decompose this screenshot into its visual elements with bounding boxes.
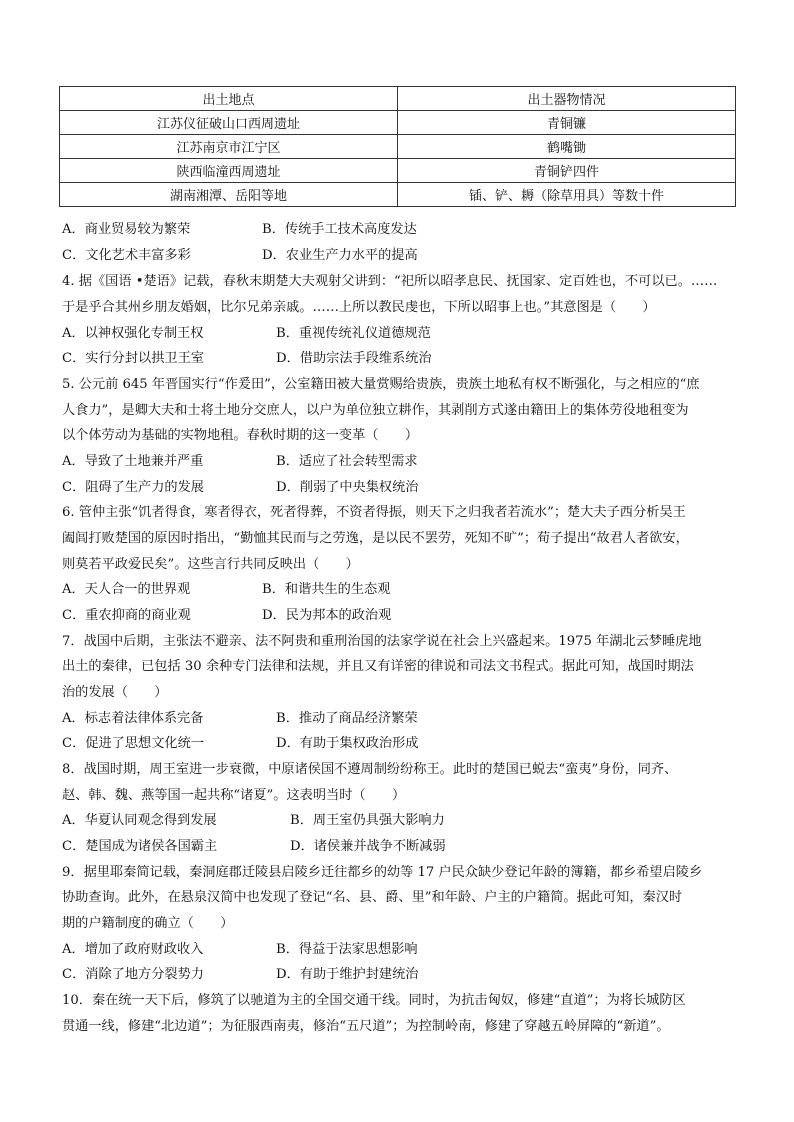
q7-option-a: A．标志着法律体系完备: [62, 711, 204, 726]
q4-option-a: A．以神权强化专制王权: [62, 326, 204, 341]
table-cell: 青铜镰: [398, 111, 736, 135]
excavation-table: [59, 86, 736, 207]
table-header-cell: 出土地点: [60, 87, 398, 111]
q6-option-d: D．民为邦本的政治观: [262, 608, 392, 623]
q3-option-a: A．商业贸易较为繁荣: [62, 222, 191, 237]
q4-option-d: D．借助宗法手段维系统治: [276, 351, 432, 366]
q10-stem-line: 10．秦在统一天下后，修筑了以驰道为主的全国交通干线。同时，为抗击匈奴，修建“直道”；为将长城防区: [62, 993, 686, 1008]
q8-option-a: A．华夏认同观念得到发展: [62, 813, 217, 828]
table-header-cell: 出土器物情况: [398, 87, 736, 111]
q6-stem-line: 则莫若平政爱民矣”。这些言行共同反映出（ ）: [62, 557, 359, 572]
q4-stem-line: 于是乎合其州乡朋友婚姻，比尔兄弟亲戚。……上所以教民虔也，下所以昭事上也。”其意图是（ ）: [62, 300, 656, 315]
q8-stem-line: 赵、韩、魏、燕等国一起共称“诸夏”。这表明当时（ ）: [62, 788, 406, 803]
q4-option-c: C．实行分封以拱卫王室: [62, 351, 204, 366]
q7-option-d: D．有助于集权政治形成: [276, 736, 419, 751]
q9-stem-line: 协助查询。此外，在悬泉汉简中也发现了登记“名、县、爵、里”和年龄、户主的户籍简。据此可知，秦汉时: [62, 890, 683, 905]
q7-stem-line: 出土的秦律，已包括 30 余种专门法律和法规，并且又有详密的律说和司法文书程式。据此可知，战国时期法: [62, 659, 694, 674]
q9-option-b: B．得益于法家思想影响: [276, 942, 418, 957]
table-cell: 陕西临潼西周遗址: [60, 159, 398, 183]
table-cell: 鹤嘴锄: [398, 135, 736, 159]
q3-option-d: D．农业生产力水平的提高: [262, 248, 418, 263]
q8-stem-line: 8．战国时期，周王室进一步衰微，中原诸侯国不遵周制纷纷称王。此时的楚国已蜕去“蛮夷”身份，同齐、: [62, 762, 678, 777]
q4-option-b: B．重视传统礼仪道德规范: [276, 326, 431, 341]
q5-option-a: A．导致了土地兼并严重: [62, 454, 204, 469]
q8-option-c: C．楚国成为诸侯各国霸主: [62, 839, 218, 854]
q7-stem-line: 7．战国中后期，主张法不避亲、法不阿贵和重刑治国的法家学说在社会上兴盛起来。1975 年湖北云梦睡虎地: [62, 634, 702, 649]
table-cell: 湖南湘潭、岳阳等地: [60, 183, 398, 207]
table-cell: 锸、铲、耨（除草用具）等数十件: [398, 183, 736, 207]
q6-option-c: C．重农抑商的商业观: [62, 608, 191, 623]
q9-stem-line: 9．据里耶秦简记载，秦洞庭郡迁陵县启陵乡迁往都乡的幼等 17 户民众缺少登记年龄的簿籍，都乡希望启陵乡: [62, 865, 703, 880]
table-cell: 江苏南京市江宁区: [60, 135, 398, 159]
q6-option-b: B．和谐共生的生态观: [262, 582, 391, 597]
q9-stem-line: 期的户籍制度的确立（ ）: [62, 916, 234, 931]
q5-stem-line: 以个体劳动为基础的实物地租。春秋时期的这一变革（ ）: [62, 428, 419, 443]
table-row: [60, 111, 736, 135]
table-cell: 江苏仪征破山口西周遗址: [60, 111, 398, 135]
table-row: [60, 135, 736, 159]
q5-option-c: C．阻碍了生产力的发展: [62, 480, 204, 495]
q9-option-d: D．有助于维护封建统治: [276, 967, 419, 982]
q4-stem-line: 4. 据《国语 •楚语》记载，春秋末期楚大夫观射父讲到：“祀所以昭孝息民、抚国家、定百姓也，不可以已。……: [62, 274, 718, 289]
q6-option-a: A．天人合一的世界观: [62, 582, 191, 597]
q8-option-b: B．周王室仍具强大影响力: [290, 813, 445, 828]
q6-stem-line: 6. 管仲主张“饥者得食，寒者得衣，死者得葬，不资者得振，则天下之归我者若流水”；楚大夫子西分析吴王: [62, 505, 686, 520]
q8-option-d: D．诸侯兼并战争不断减弱: [290, 839, 446, 854]
q9-option-c: C．消除了地方分裂势力: [62, 967, 204, 982]
table-row: [60, 183, 736, 207]
table-header-row: [60, 87, 736, 111]
q10-stem-line: 贯通一线，修建“北边道”；为征服西南夷，修治“五尺道”；为控制岭南，修建了穿越五岭屏障的“新道”。: [62, 1019, 670, 1034]
q7-stem-line: 治的发展（ ）: [62, 685, 168, 700]
q5-option-d: D．削弱了中央集权统治: [276, 480, 419, 495]
q5-option-b: B．适应了社会转型需求: [276, 454, 418, 469]
q6-stem-line: 阖闾打败楚国的原因时指出，“勤恤其民而与之劳逸，是以民不罢劳，死知不旷”；荀子提出“故君人者欲安，: [62, 531, 689, 546]
q5-stem-line: 人食力”，是卿大夫和士将土地分交庶人，以户为单位独立耕作，其剥削方式遂由籍田上的集体劳役地租变为: [62, 403, 689, 418]
q3-option-c: C．文化艺术丰富多彩: [62, 248, 191, 263]
q5-stem-line: 5. 公元前 645 年晋国实行“作爰田”，公室籍田被大量赏赐给贵族，贵族土地私有权不断强化，与之相应的“庶: [62, 377, 700, 392]
table-cell: 青铜铲四件: [398, 159, 736, 183]
q7-option-c: C．促进了思想文化统一: [62, 736, 204, 751]
q9-option-a: A．增加了政府财政收入: [62, 942, 204, 957]
q3-option-b: B．传统手工技术高度发达: [262, 222, 417, 237]
q7-option-b: B．推动了商品经济繁荣: [276, 711, 418, 726]
table-row: [60, 159, 736, 183]
